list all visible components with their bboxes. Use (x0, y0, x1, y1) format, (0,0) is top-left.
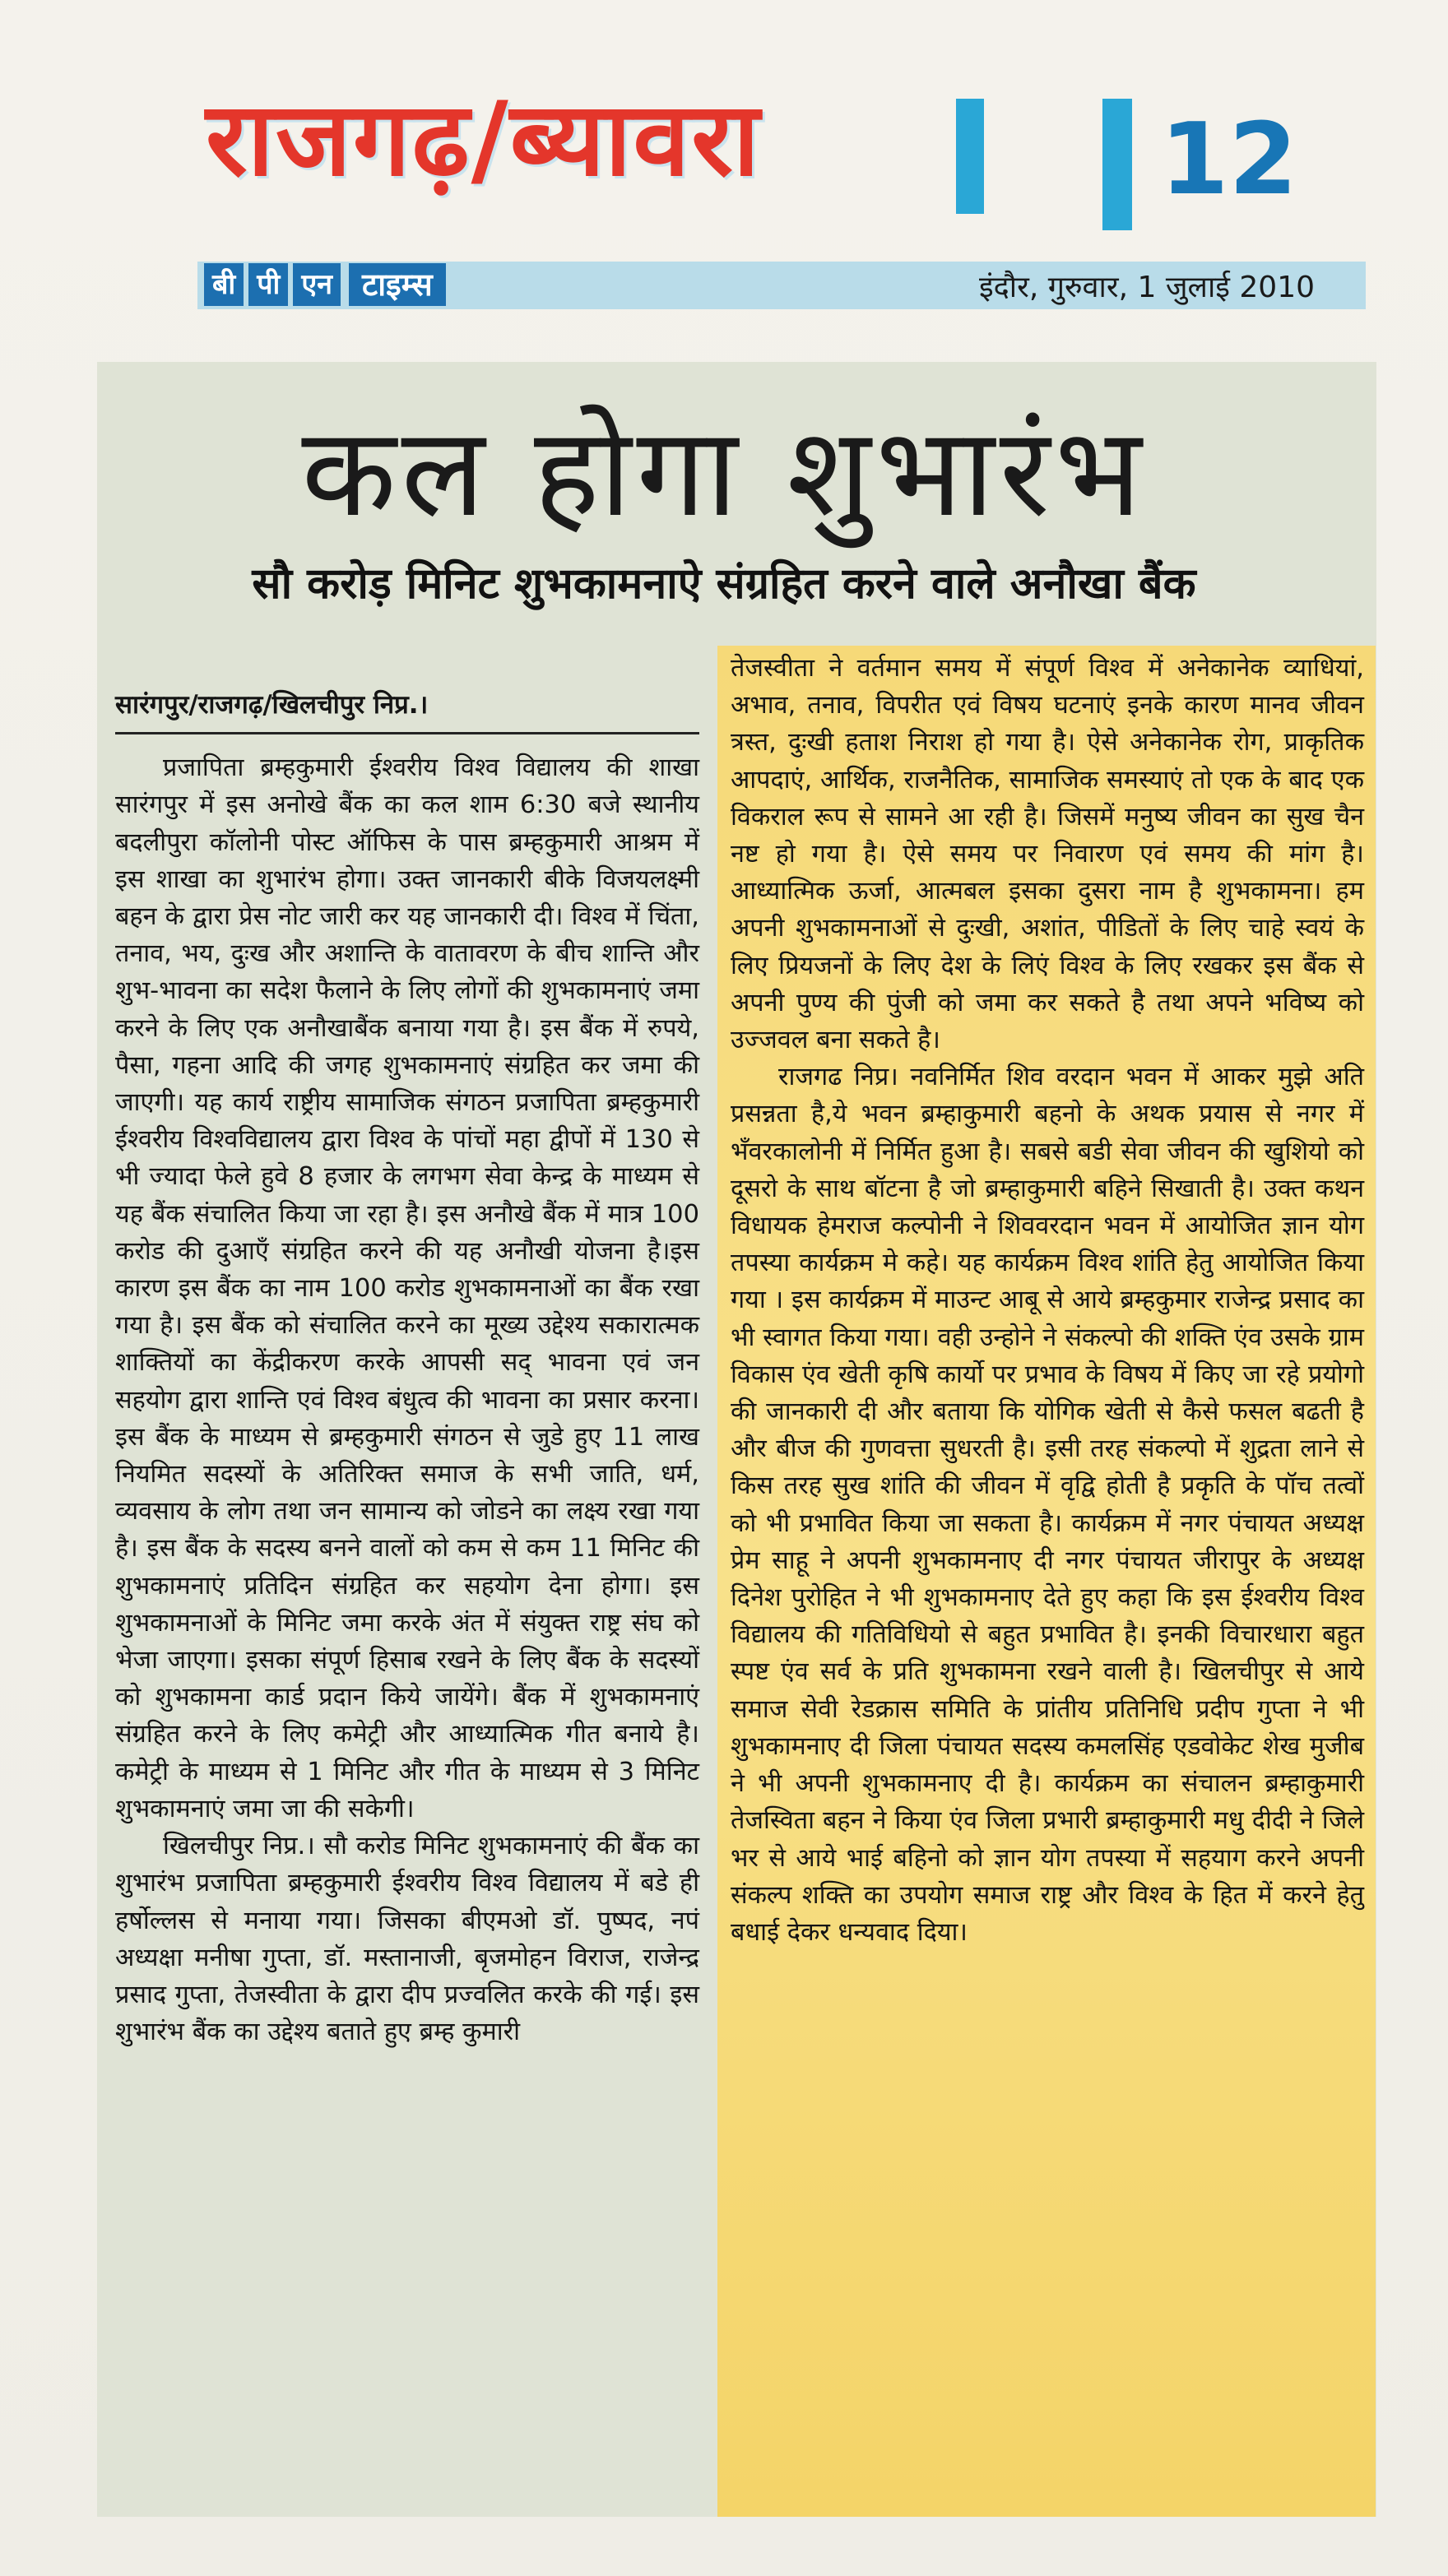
article-byline: सारंगपुर/राजगढ़/खिलचीपुर निप्र.। (115, 687, 699, 734)
article-column-1 (115, 687, 699, 2050)
masthead-decor-bar (1102, 99, 1132, 230)
brand-letter: बी (204, 263, 244, 306)
article-paragraph: राजगढ निप्र। नवनिर्मित शिव वरदान भवन में आकर मुझे अति प्रसन्नता है,ये भवन ब्रम्हाकुमारी बहनो के अथक प्रयास से नगर में भँवरकालोनी में निर्मित हुआ है। सबसे बडी सेवा जीवन की खुशियो को दूसरो के साथ बॉटना है जो ब्रम्हाकुमारी बहिने सिखाती है। उक्त कथन विधायक हेमराज कल्पोनी ने शिववरदान भवन में आयोजित ज्ञान योग तपस्या कार्यक्रम मे कहे। यह कार्यक्रम विश्व शांति हेतु आयोजित किया गया । इस कार्यक्रम में माउन्ट आबू से आये ब्रम्हकुमार राजेन्द्र प्रसाद का भी स्वागत किया गया। वही उन्होने ने संकल्पो की शक्ति एंव उसके ग्राम विकास एंव खेती कृषि कार्यो पर प्रभाव के विषय में किए जा रहे प्रयोगो की जानकारी दी और बताया कि योगिक खेती से कैसे फसल बढती है और बीज की गुणवत्ता सुधरती है। इसी तरह संकल्पो में शुद्रता लाने से किस तरह सुख शांति की जीवन में वृद्वि होती है प्रकृति के पॉच तत्वों को भी प्रभावित किया जा सकता है। कार्यक्रम में नगर पंचायत अध्यक्ष प्रेम साहू ने अपनी शुभकामनाए दी नगर पंचायत जीरापुर के अध्यक्ष दिनेश पुरोहित ने भी शुभकामनाए देते हुए कहा कि इस ईश्वरीय विश्व विद्यालय की गतिविधियो से बहुत प्रभावित है। इनकी विचारधारा बहुत स्पष्ट एंव सर्व के प्रति शुभकामना रखने वाली है। खिलचीपुर से आये समाज सेवी रेडक्रास समिति के प्रांतीय प्रतिनिधि प्रदीप गुप्ता ने भी शुभकामनाए दी जिला पंचायत सदस्य कमलसिंह एडवोकेट शेख मुजीब ने भी अपनी शुभकामनाए दी है। कार्यक्रम का संचालन ब्रम्हाकुमारी तेजस्विता बहन ने किया एंव जिला प्रभारी ब्रम्हाकुमारी मधु दीदी ने जिले भर से आये भाई बहिनो को ज्ञान योग तपस्या में सहयाग करने अपनी संकल्प शक्ति का उपयोग समाज राष्ट्र और विश्व के हित में करने हेतु बधाई देकर धन्यवाद दिया। (731, 1063, 1364, 1947)
article-paragraph: प्रजापिता ब्रम्हकुमारी ईश्वरीय विश्व विद्यालय की शाखा सारंगपुर में इस अनोखे बैंक का कल शाम 6:30 बजे स्थानीय बदलीपुरा कॉलोनी पोस्ट ऑफिस के पास ब्रम्हकुमारी आश्रम में इस शाखा का शुभारंभ होगा। उक्त जानकारी बीके विजयलक्ष्मी बहन के द्वारा प्रेस नोट जारी कर यह जानकारी दी। विश्व में चिंता, तनाव, भय, दुःख और अशान्ति के वातावरण के बीच शान्ति और शुभ-भावना का सदेश फैलाने के लिए लोगों की शुभकामनाएं जमा करने के लिए एक अनौखाबैंक बनाया गया है। इस बैंक में रुपये, पैसा, गहना आदि की जगह शुभकामनाएं संग्रहित कर जमा की जाएगी। यह कार्य राष्ट्रीय सामाजिक संगठन प्रजापिता ब्रम्हकुमारी ईश्वरीय विश्वविद्यालय द्वारा विश्व के पांचों महा द्वीपों में 130 से भी ज्यादा फेले हुवे 8 हजार के लगभग सेवा केन्द्र के माध्यम से यह बैंक संचालित किया जा रहा है। इस अनौखे बैंक में मात्र 100 करोड की दुआएँ संग्रहित करने की यह अनौखी योजना है।इस कारण इस बैंक का नाम 100 करोड शुभकामनाओं का बैंक रखा गया है। इस बैंक को संचालित करने का मूख्य उद्देश्य सकारात्मक शाक्तियों का केंद्रीकरण करके आपसी सद् भावना एवं जन सहयोग द्वारा शान्ति एवं विश्व बंधुत्व की भावना का प्रसार करना। इस बैंक के माध्यम से ब्रम्हकुमारी संगठन से जुडे हुए 11 लाख नियमित सदस्यों के अतिरिक्त समाज के सभी जाति, धर्म, व्यवसाय के लोग तथा जन सामान्य को जोडने का लक्ष्य रखा गया है। इस बैंक के सदस्य बनने वालों को कम से कम 11 मिनिट की शुभकामनाएं प्रतिदिन संग्रहित कर सहयोग देना होगा। इस शुभकामनाओं के मिनिट जमा करके अंत में संयुक्त राष्ट्र संघ को भेजा जाएगा। इसका संपूर्ण हिसाब रखने के लिए बैंक के सदस्यों को शुभकामना कार्ड प्रदान किये जायेंगे। बैंक में शुभकामनाएं संग्रहित करने के लिए कमेट्री और आध्यात्मिक गीत बनाये है। कमेट्री के माध्यम से 1 मिनिट और गीत के माध्यम से 3 मिनिट शुभकामनाएं जमा जा की सकेगी। (115, 753, 699, 1823)
page-number: 12 (1160, 103, 1297, 217)
article-column-2 (731, 650, 1364, 1951)
article-paragraph: तेजस्वीता ने वर्तमान समय में संपूर्ण विश्व में अनेकानेक व्याधियां, अभाव, तनाव, विपरीत एवं विषय घटनाएं इनके कारण मानव जीवन त्रस्त, दुःखी हताश निराश हो गया है। ऐसे अनेकानेक रोग, प्राकृतिक आपदाएं, आर्थिक, राजनैतिक, सामाजिक समस्याएं तो एक के बाद एक विकराल रूप से सामने आ रही है। जिसमें मनुष्य जीवन का सुख चैन नष्ट हो गया है। ऐसे समय पर निवारण एवं समय की मांग है। आध्यात्मिक ऊर्जा, आत्मबल इसका दुसरा नाम है शुभकामना। हम अपनी शुभकामनाओं से दुःखी, अशांत, पीडितों के लिए चाहे स्वयं के लिए प्रियजनों के लिए देश के लिएं विश्व के लिए रखकर इस बैंक से अपनी पुण्य की पुंजी को जमा कर सकते है तथा अपने भविष्य को उज्जवल बना सकते है। (731, 654, 1364, 1055)
article-subheadline: सौ करोड़ मिनिट शुभकामनाऐ संग्रहित करने वाले अनौखा बैंक (252, 559, 1196, 609)
masthead-title: राजगढ़/ब्यावरा (206, 81, 762, 199)
brand-logo (204, 263, 446, 306)
article-headline: कल होगा शुभारंभ (301, 401, 1147, 544)
brand-letter: एन (293, 263, 341, 306)
brand-letter: पी (248, 263, 288, 306)
issue-dateline: इंदौर, गुरुवार, 1 जुलाई 2010 (979, 271, 1316, 304)
article-paragraph: खिलचीपुर निप्र.। सौ करोड मिनिट शुभकामनाएं की बैंक का शुभारंभ प्रजापिता ब्रम्हकुमारी ईश्वरीय विश्व विद्यालय में बडे ही हर्षोल्लस से मनाया गया। जिसका बीएमओ डॉ. पुष्पद, नपं अध्यक्षा मनीषा गुप्ता, डॉ. मस्तानाजी, बृजमोहन विराज, राजेन्द्र प्रसाद गुप्ता, तेजस्वीता के द्वारा दीप प्रज्वलित करके की गई। इस शुभारंभ बैंक का उद्देश्य बताते हुए ब्रम्ह कुमारी (115, 1832, 699, 2047)
masthead-decor-bar (956, 99, 984, 214)
brand-word: टाइम्स (349, 263, 446, 306)
